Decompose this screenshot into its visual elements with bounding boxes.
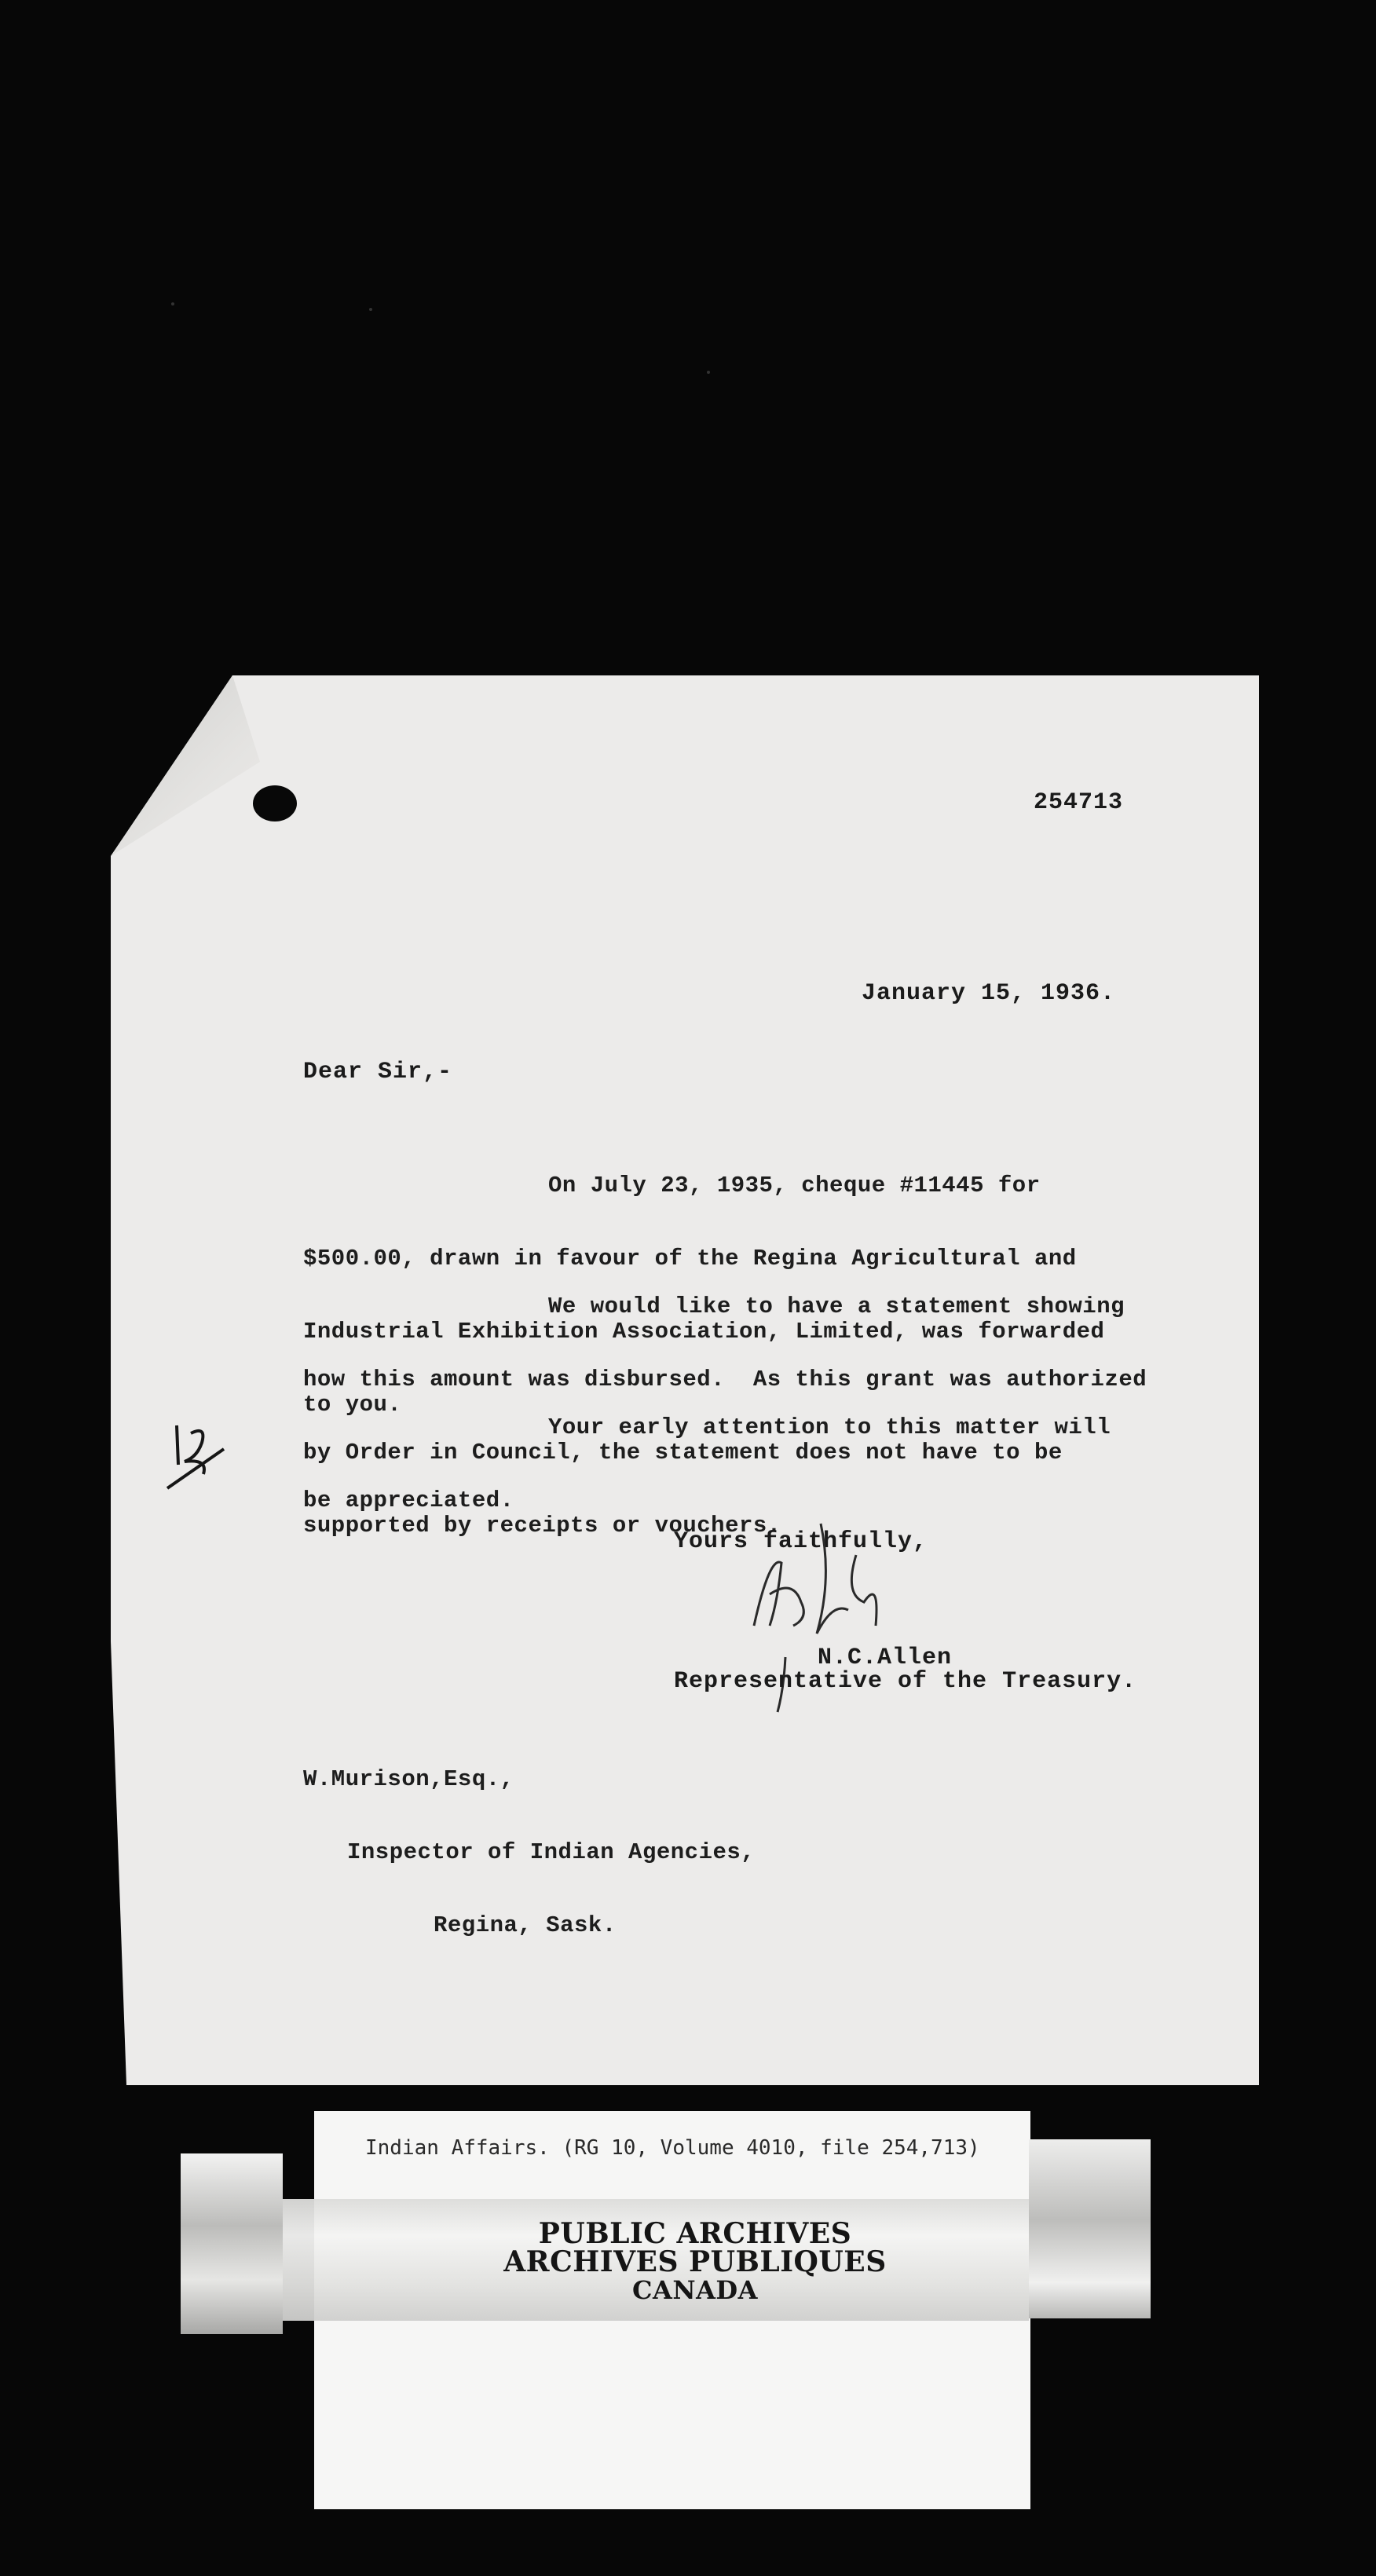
file-number: 254713 — [1034, 789, 1124, 816]
paragraph-1-line: On July 23, 1935, cheque #11445 for — [548, 1173, 1041, 1198]
paragraph-2-line: by Order in Council, the statement does not have to be — [303, 1440, 1063, 1465]
recipient-name: W.Murison,Esq., — [303, 1766, 514, 1792]
film-speck — [369, 308, 372, 311]
paragraph-1-line: to you. — [303, 1392, 402, 1418]
paragraph-2-line: supported by receipts or vouchers. — [303, 1513, 781, 1539]
closing: Yours faithfully, — [674, 1528, 928, 1555]
handwritten-margin-mark — [161, 1410, 232, 1504]
stamp-line-3: CANADA — [632, 2275, 758, 2305]
signatory-title: Representative of the Treasury. — [674, 1668, 1137, 1695]
paragraph-3-line: be appreciated. — [303, 1487, 514, 1513]
paragraph-2-line: how this amount was disbursed. As this grant was authorized — [303, 1367, 1147, 1392]
archive-reference: Indian Affairs. (RG 10, Volume 4010, file 254,713) — [365, 2136, 980, 2160]
tape-strip-right — [1029, 2139, 1151, 2318]
recipient-title: Inspector of Indian Agencies, — [347, 1839, 756, 1865]
letter-date: January 15, 1936. — [862, 980, 1116, 1007]
paragraph-1-line: Industrial Exhibition Association, Limited, was forwarded — [303, 1319, 1105, 1345]
stamp-line-2: ARCHIVES PUBLIQUES — [503, 2245, 887, 2278]
paragraph-3-line: Your early attention to this matter will — [548, 1414, 1111, 1440]
signatory-name: N.C.Allen — [818, 1645, 953, 1671]
punch-hole — [253, 785, 297, 821]
recipient-location: Regina, Sask. — [434, 1912, 617, 1938]
archives-stamp — [440, 2219, 950, 2304]
paragraph-1-line: $500.00, drawn in favour of the Regina Agricultural and — [303, 1246, 1077, 1272]
paragraph-3 — [303, 1367, 1111, 1537]
paragraph-2-line: We would like to have a statement showing — [548, 1293, 1125, 1319]
salutation: Dear Sir,- — [303, 1059, 453, 1085]
film-speck — [707, 371, 710, 374]
tape-strip-left — [181, 2153, 283, 2334]
recipient-address — [303, 1718, 755, 1962]
film-speck — [171, 302, 174, 306]
stamp-line-1: PUBLIC ARCHIVES — [538, 2217, 852, 2250]
